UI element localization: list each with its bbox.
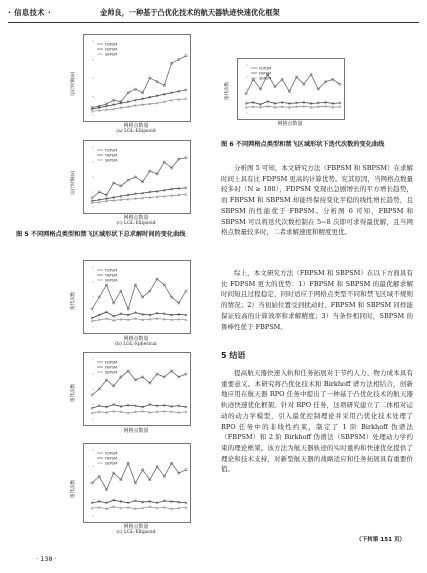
plot-5 [83,443,191,523]
running-title: 金帅良，一种基于凸优化技术的航天器轨迹快速优化框架 [100,8,280,17]
plot-4-xlabel: 网格点数量 [123,428,149,434]
plot-3-caption: (b) LGL-Spherical [115,342,157,347]
plot-5-xlabel: 网格点数量 [123,524,149,530]
page-number: · 138 · [36,555,57,563]
plot-3 [83,260,191,334]
plot-1 [83,34,191,122]
page-header [8,4,419,24]
data-point [185,506,187,508]
legend-label: FBPSM [105,47,118,52]
plot-right-ylabel: 迭代次数 [225,81,230,100]
plot-3-ylabel: 迭代次数 [71,291,76,310]
series-line-fbpsm [246,101,340,104]
legend-label: SBPSM [105,52,118,57]
legend-label: FBPSM [105,273,118,278]
series-line-fdpsm [92,371,186,395]
legend-label: SBPSM [105,278,118,283]
legend-label: SBPSM [259,76,272,81]
legend-label: SBPSM [105,461,118,466]
legend-label: SBPSM [105,158,118,163]
data-point [185,411,187,413]
data-point [185,98,187,100]
fig6-caption: 图 6 不同网格点类型和禁飞区域形状下迭代次数的变化曲线 [221,141,385,148]
plot-1-caption: (a) LGL-Ellipsoid [116,129,156,134]
header-rule [8,22,419,23]
plot-2-xlabel: 网格点数量 [123,215,149,221]
plot-right-xlabel: 网格点数量 [277,121,303,127]
plot-5-ylabel: 迭代次数 [71,479,76,498]
series-line-fbpsm [92,405,186,409]
paragraph-1: 分析图 5 可知，本文研究方法（FBPSM 和 SBPSM）在求解时间上具有比 FDPSM 更高的计算优势。究其原因，当网格点数量较多时（N ≥ 100），FDPSM 变现出急剧增长的平方增长趋势，而 FBPSM 和 SBPSM 却能终保持变化平稳的线性增长趋势，且 SBPSM 的性能优于 FBPSM。分析图 6 可知，FBPSM 和 SBPSM 可以将迭代次数控制在 5~8 次即可求得最优解，且当网格点数量较多时，二者求解速度和精度更优。 [221,164,413,237]
section-tag: · 信息技术 · [8,8,52,17]
legend-label: FDPSM [105,451,118,456]
plot-2-ylabel: 运行时间(s) [71,170,76,195]
legend-label: FBPSM [105,153,118,158]
data-point [339,106,341,108]
legend-label: FDPSM [105,360,118,365]
plot-right [237,58,345,120]
legend-label: FDPSM [105,268,118,273]
legend-label: FDPSM [105,148,118,153]
plot-4-ylabel: 迭代次数 [71,383,76,402]
continued-note: （下转第 151 页） [356,537,406,543]
series-line-fdpsm [92,279,186,309]
fig5-caption: 图 5 不同网格点类型和禁飞区域形状下总求解时间的变化曲线 [16,231,186,238]
plot-1-ylabel: 运行时间(s) [71,71,76,96]
series-line-fdpsm [92,158,186,198]
plot-1-xlabel: 网格点数量 [123,123,149,129]
legend-label: SBPSM [105,370,118,375]
plot-3-xlabel: 网格点数量 [123,336,149,342]
legend-label: FBPSM [259,71,272,76]
section-5-heading: 5 结语 [221,351,246,360]
plot-4 [83,352,191,426]
paragraph-2: 综上，本文研究方法（FBPSM 和 SBPSM）在以下方面具有比 FDPSM 更大的优势：1）FBPSM 和 SBPSM 的最优解求解时间短且过程稳定，同时适应于网格点类型不同和禁飞区域不规则的情况；2）当初始位置受到扰动时，FBPSM 和 SBPSM 同样能保证较高的计算效率和求解精度；3）当条件相同时，SBPSM 的鲁棒性优于 FBPSM。 [221,269,413,331]
series-line-fdpsm [92,463,186,489]
legend-label: FBPSM [105,456,118,461]
paragraph-3: 提高航天器快速入轨和任务拓展对于节约人力、物力成本具有重要意义。本研究将凸优化技术和 Birkhoff 谱方法相结合，创新地应用在航天器 RPO 任务中提出了一种基于凸优化技术的航天器轨迹快速优化框架。针对 RPO 任务，这项研究建立了二体相对运动的动力学模型，引入最优控制理论并采用凸优化技术处理了 RPO 任务中的非线性约束，制定了 1 阶 Birkhoff 伪谱法（FBPSM）和 2 阶 Birkhoff 伪谱法（SBPSM）处理动力学约束的理论框架。该方法为航天器轨迹的实时重构和快速优化提供了理论和技术支持，对新型航天器的战略适应和任务拓展具有重要价值。 [221,369,413,474]
plot-2 [83,140,191,214]
legend-label: FBPSM [105,365,118,370]
plot-5-caption: (c) LGL-Ellipsoid [116,530,156,535]
data-point [185,193,187,195]
plot-2-caption: (c) LGL-Ellipsoid [116,221,156,226]
legend-label: FDPSM [259,66,272,71]
legend-label: FDPSM [105,42,118,47]
